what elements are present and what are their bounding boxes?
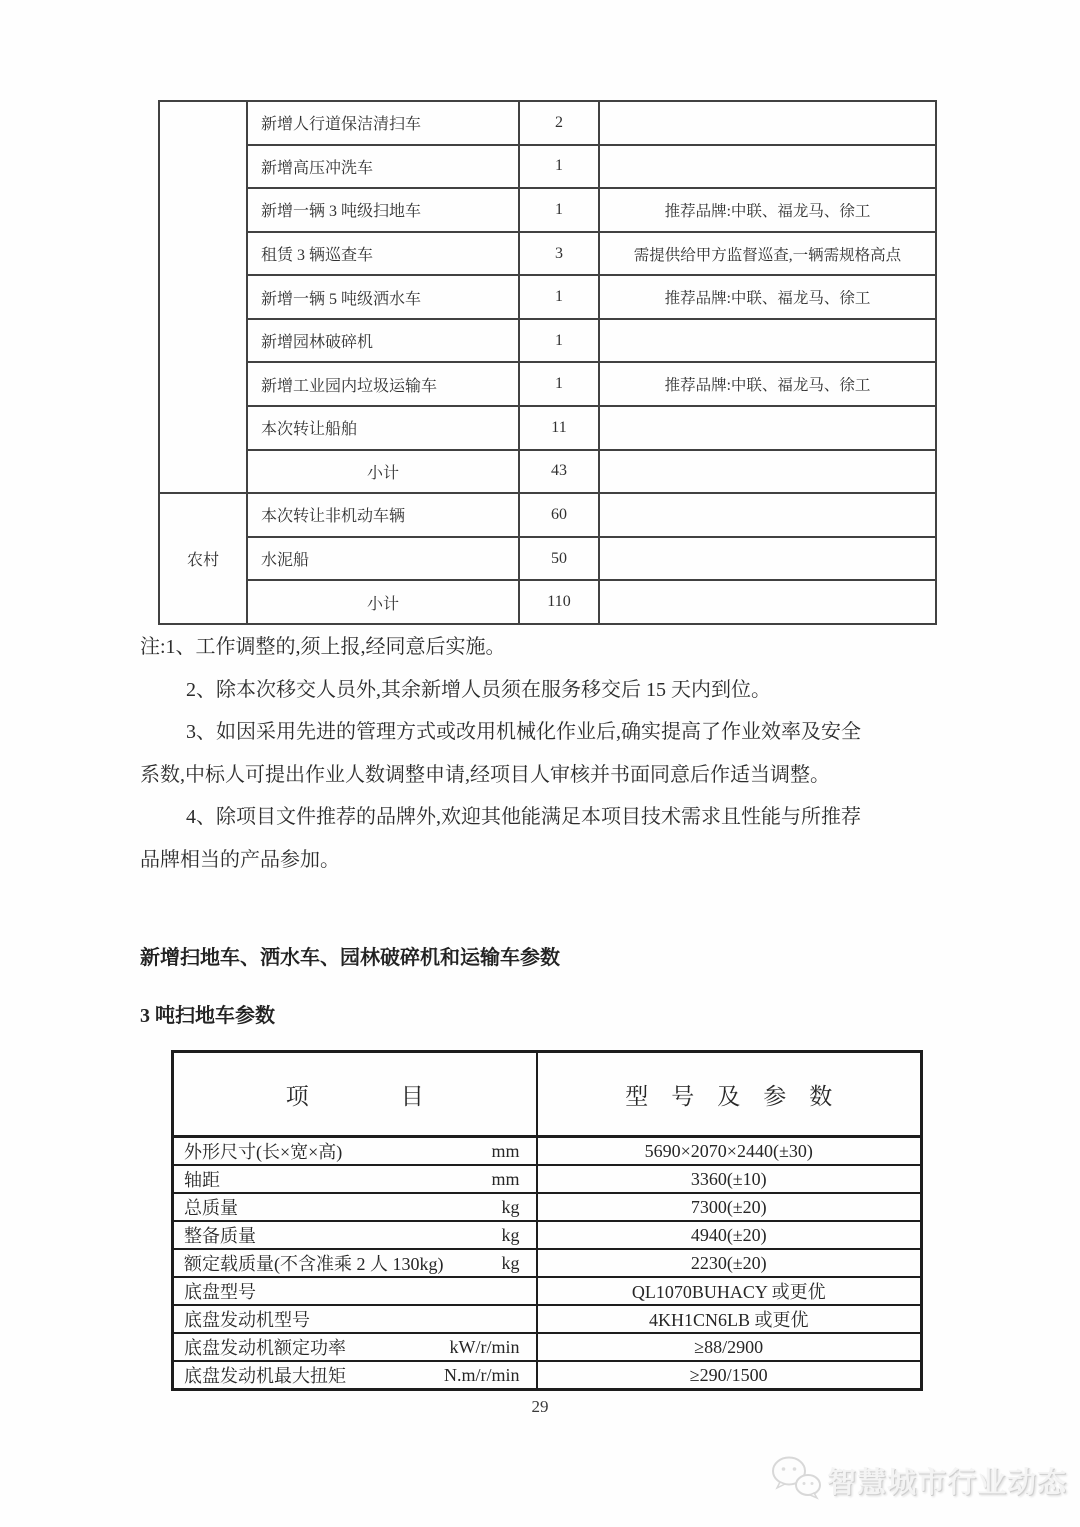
param-unit: mm [491, 1140, 520, 1161]
table-row [173, 1193, 922, 1221]
fleet-remark [599, 406, 936, 450]
table-row [159, 188, 936, 232]
fleet-table [158, 100, 937, 625]
fleet-remark [599, 450, 936, 494]
fleet-qty: 11 [519, 406, 599, 450]
fleet-subtotal-label: 小计 [247, 580, 519, 624]
param-unit: kg [501, 1196, 520, 1217]
fleet-remark [599, 145, 936, 189]
fleet-qty: 3 [519, 232, 599, 276]
watermark-text: 智慧城市行业动态 [827, 1466, 1068, 1499]
param-value: 5690×2070×2440(±30) [537, 1137, 922, 1166]
param-label: 外形尺寸(长×宽×高) [184, 1142, 343, 1162]
param-unit: kg [501, 1252, 520, 1273]
fleet-qty: 50 [519, 537, 599, 581]
notes-block [140, 626, 960, 882]
table-row [159, 145, 936, 189]
param-value: 4940(±20) [537, 1221, 922, 1249]
table-row [159, 319, 936, 363]
param-unit: N.m/r/min [444, 1364, 520, 1385]
params-header-value: 型 号 及 参 数 [537, 1052, 922, 1137]
fleet-subtotal-qty: 43 [519, 450, 599, 494]
param-unit: mm [491, 1168, 520, 1189]
table-row-subtotal [159, 450, 936, 494]
fleet-remark: 需提供给甲方监督巡查,一辆需规格高点 [599, 232, 936, 276]
fleet-qty: 2 [519, 101, 599, 145]
fleet-remark [599, 537, 936, 581]
param-value: ≥88/2900 [537, 1333, 922, 1361]
fleet-item: 新增高压冲洗车 [247, 145, 519, 189]
table-row-subtotal [159, 580, 936, 624]
wechat-logo-icon [770, 1455, 822, 1506]
param-label: 底盘发动机额定功率 [184, 1338, 346, 1358]
table-row [159, 232, 936, 276]
fleet-item: 新增一辆 5 吨级洒水车 [247, 275, 519, 319]
note-line: 3、如因采用先进的管理方式或改用机械化作业后,确实提高了作业效率及安全 [186, 721, 861, 744]
fleet-group-label-rural: 农村 [159, 493, 247, 624]
fleet-remark [599, 580, 936, 624]
fleet-remark [599, 319, 936, 363]
fleet-qty: 60 [519, 493, 599, 537]
fleet-item: 新增工业园内垃圾运输车 [247, 362, 519, 406]
table-row [159, 406, 936, 450]
table-row [159, 493, 936, 537]
fleet-item: 水泥船 [247, 537, 519, 581]
fleet-remark: 推荐品牌:中联、福龙马、徐工 [599, 188, 936, 232]
fleet-remark: 推荐品牌:中联、福龙马、徐工 [599, 362, 936, 406]
param-label: 轴距 [184, 1170, 220, 1190]
param-label: 底盘型号 [184, 1282, 256, 1302]
fleet-qty: 1 [519, 362, 599, 406]
param-value: ≥290/1500 [537, 1361, 922, 1390]
note-line: 品牌相当的产品参加。 [140, 848, 340, 871]
note-line: 注:1、工作调整的,须上报,经同意后实施。 [140, 636, 506, 658]
param-value: 7300(±20) [537, 1193, 922, 1221]
table-row [173, 1361, 922, 1390]
fleet-remark: 推荐品牌:中联、福龙马、徐工 [599, 275, 936, 319]
params-header-item: 项 目 [173, 1052, 537, 1137]
table-row [173, 1165, 922, 1193]
table-row [159, 537, 936, 581]
fleet-item: 新增人行道保洁清扫车 [247, 101, 519, 145]
table-row [173, 1305, 922, 1333]
param-value: 4KH1CN6LB 或更优 [537, 1305, 922, 1333]
table-row [173, 1221, 922, 1249]
note-line: 系数,中标人可提出作业人数调整申请,经项目人审核并书面同意后作适当调整。 [140, 763, 830, 786]
fleet-subtotal-qty: 110 [519, 580, 599, 624]
table-row [159, 275, 936, 319]
param-value: 3360(±10) [537, 1165, 922, 1193]
fleet-remark [599, 101, 936, 145]
param-unit: kW/r/min [449, 1336, 520, 1357]
section-title-new-vehicle-params: 新增扫地车、洒水车、园林破碎机和运输车参数 [140, 947, 560, 969]
table-row [173, 1277, 922, 1305]
param-label: 底盘发动机最大扭矩 [184, 1366, 346, 1386]
param-label: 总质量 [184, 1198, 238, 1218]
fleet-item: 新增一辆 3 吨级扫地车 [247, 188, 519, 232]
table-row [159, 101, 936, 145]
param-label: 额定载质量(不含准乘 2 人 130kg) [184, 1254, 444, 1274]
param-value: QL1070BUHACY 或更优 [537, 1277, 922, 1305]
fleet-qty: 1 [519, 145, 599, 189]
fleet-item: 本次转让船舶 [247, 406, 519, 450]
fleet-qty: 1 [519, 188, 599, 232]
fleet-qty: 1 [519, 319, 599, 363]
param-value: 2230(±20) [537, 1249, 922, 1277]
page-number: 29 [531, 1397, 549, 1416]
table-row [173, 1137, 922, 1166]
note-line: 2、除本次移交人员外,其余新增人员须在服务移交后 15 天内到位。 [186, 678, 771, 701]
table-row [159, 362, 936, 406]
table-row [173, 1333, 922, 1361]
watermark-footer [770, 1456, 1067, 1504]
fleet-remark [599, 493, 936, 537]
table-row [173, 1249, 922, 1277]
section-title-3t-sweeper-params: 3 吨扫地车参数 [140, 1005, 275, 1027]
param-label: 底盘发动机型号 [184, 1310, 310, 1330]
fleet-group-label [159, 101, 247, 493]
params-header-row [173, 1052, 922, 1137]
fleet-subtotal-label: 小计 [247, 450, 519, 494]
fleet-item: 新增园林破碎机 [247, 319, 519, 363]
param-label: 整备质量 [184, 1226, 256, 1246]
note-line: 4、除项目文件推荐的品牌外,欢迎其他能满足本项目技术需求且性能与所推荐 [186, 806, 861, 829]
params-table [171, 1050, 923, 1391]
fleet-item: 本次转让非机动车辆 [247, 493, 519, 537]
fleet-qty: 1 [519, 275, 599, 319]
param-unit: kg [501, 1224, 520, 1245]
fleet-item: 租赁 3 辆巡查车 [247, 232, 519, 276]
